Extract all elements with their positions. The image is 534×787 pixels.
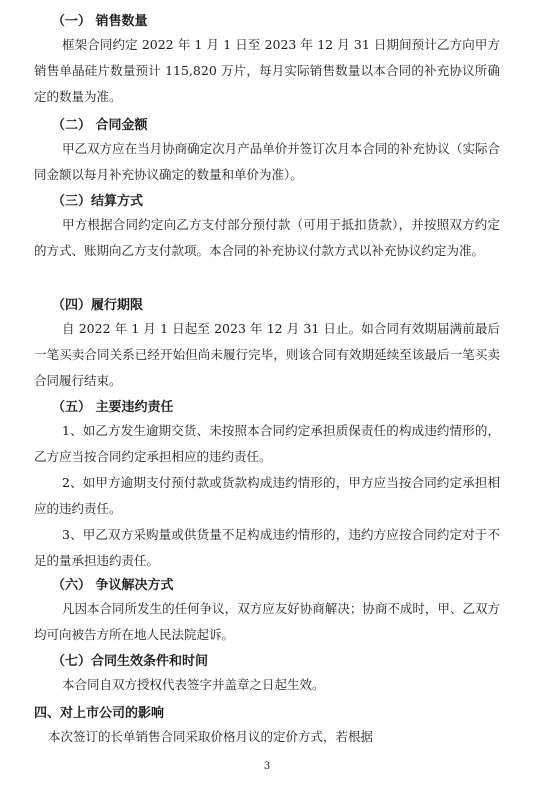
section-heading-2: （二） 合同金额: [52, 118, 148, 133]
section-heading-7: （七）合同生效条件和时间: [52, 654, 209, 669]
section-item-5-1: 1、如乙方发生逾期交货、未按照本合同约定承担质保责任的构成违约情形的，乙方应当按合同约定承担相应的违约责任。: [34, 423, 500, 464]
page-number: 3: [263, 761, 271, 772]
section-body-2: 甲乙双方应在当月协商确定次月产品单价并签订次月本合同的补充协议（实际合同金额以每月补充协议确定的数量和单价为准）。: [34, 141, 500, 182]
section-body-3: 甲方根据合同约定向乙方支付部分预付款（可用于抵扣货款），并按照双方约定的方式、账期向乙方支付款项。本合同的补充协议付款方式以补充协议约定为准。: [34, 217, 500, 258]
section-body-6: 凡因本合同所发生的任何争议，双方应友好协商解决；协商不成时，甲、乙双方均可向被告方所在地人民法院起诉。: [34, 601, 500, 642]
section-heading-3: （三）结算方式: [52, 194, 144, 209]
part-four-heading: 四、对上市公司的影响: [34, 706, 165, 721]
section-heading-1: （一） 销售数量: [52, 14, 148, 29]
section-heading-5: （五） 主要违约责任: [52, 400, 174, 415]
part-four-body: 本次签订的长单销售合同采取价格月议的定价方式，若根据: [48, 729, 374, 744]
section-heading-6: （六） 争议解决方式: [52, 578, 174, 593]
section-body-4: 自 2022 年 1 月 1 日起至 2023 年 12 月 31 日止。如合同有效期届满前最后一笔买卖合同关系已经开始但尚未履行完毕，则该合同有效期延续至该最后一笔买卖合同履行结束。: [34, 321, 500, 388]
section-body-1: 框架合同约定 2022 年 1 月 1 日至 2023 年 12 月 31 日期间预计乙方向甲方销售单晶硅片数量预计 115,820 万片，每月实际销售数量以本合同的补充协议所确定的数量为准。: [34, 37, 500, 104]
section-item-5-3: 3、甲乙双方采购量或供货量不足构成违约情形的，违约方应按合同约定对于不足的量承担违约责任。: [34, 527, 500, 568]
section-body-7: 本合同自双方授权代表签字并盖章之日起生效。: [62, 677, 325, 692]
section-heading-4: （四）履行期限: [52, 298, 144, 313]
section-item-5-2: 2、如甲方逾期支付预付款或货款构成违约情形的，甲方应当按合同约定承担相应的违约责任。: [34, 475, 500, 516]
